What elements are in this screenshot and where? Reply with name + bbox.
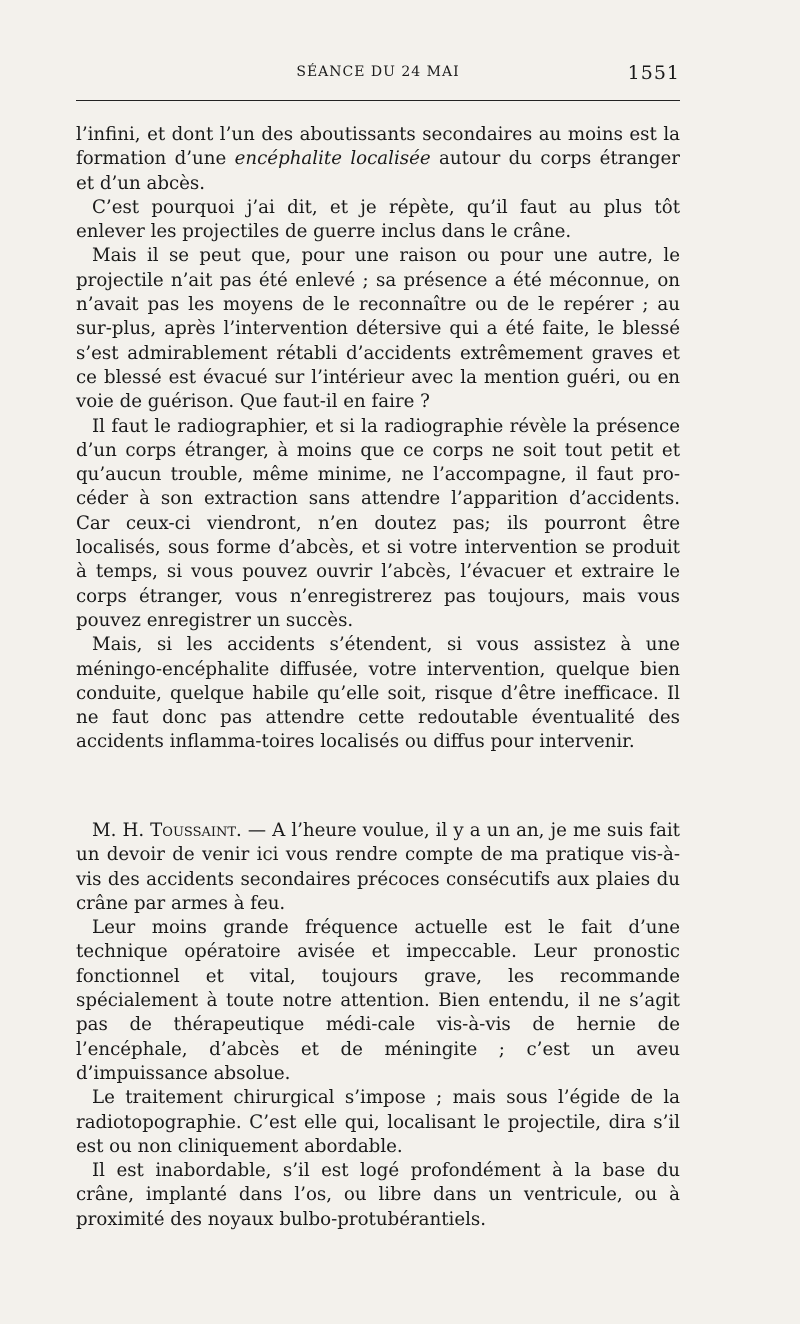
paragraph: Leur moins grande fréquence actuelle est le fait d’une technique opératoire avisée et impeccable. Leur pronostic fonctionnel et vital, toujours grave, les recommande spécialement à toute notre attention. Bien entendu, il ne s’agit pas de thérapeutique médi-cale vis-à-vis de hernie de l’encéphale, d’abcès et de méningite ; c’est un aveu d’impuissance absolue.	[76, 917, 680, 1084]
paragraph: Mais il se peut que, pour une raison ou pour une autre, le projectile n’ait pas été enlevé ; sa présence a été méconnue, on n’avait pas les moyens de le reconnaître ou de le repérer ; au sur-plus, après l’intervention détersive qui a été faite, le blessé s’est admirablement rétabli d’accidents extrêmement graves et ce blessé est évacué sur l’intérieur avec la mention guéri, ou en voie de guérison. Que faut-il en faire ?	[76, 245, 680, 413]
emphasis-text: encéphalite localisée	[234, 148, 431, 170]
paragraph: Le traitement chirurgical s’impose ; mais sous l’égide de la radiotopographie. C’est elle qui, localisant le projectile, dira s’il est ou non cliniquement abordable.	[76, 1087, 680, 1157]
paragraph: Mais, si les accidents s’étendent, si vous assistez à une méningo-encéphalite diffusée, votre intervention, quelque bien conduite, quelque habile qu’elle soit, risque d’être inefficace. Il ne faut donc pas attendre cette redoutable éventualité des accidents inflamma-toires localisés ou diffus pour intervenir.	[76, 634, 680, 753]
speaker-name: M. H. Toussaint.	[92, 820, 242, 841]
text-block-toussaint	[76, 819, 680, 1232]
paragraph	[76, 123, 680, 196]
header-rule	[76, 100, 680, 101]
paragraph: Il faut le radiographier, et si la radiographie révèle la présence d’un corps étranger, à moins que ce corps ne soit tout petit et qu’aucun trouble, même minime, ne l’accompagne, il faut pro-céder à son extraction sans attendre l’apparition d’accidents. Car ceux-ci viendront, n’en doutez pas; ils pourront être localisés, sous forme d’abcès, et si votre intervention se produit à temps, si vous pouvez ouvrir l’abcès, l’évacuer et extraire le corps étranger, vous n’enregistrerez pas toujours, mais vous pouvez enregistrer un succès.	[76, 415, 680, 631]
paragraph-text: autour du corps étranger et d’un abcès.	[76, 148, 680, 194]
text-block-continuation	[76, 123, 680, 755]
running-header	[76, 62, 680, 86]
paragraph: Il est inabordable, s’il est logé profondément à la base du crâne, implanté dans l’os, ou libre dans un ventricule, ou à proximité des noyaux bulbo-protubérantiels.	[76, 1160, 680, 1230]
paragraph	[76, 819, 680, 916]
page-number: 1551	[627, 62, 680, 84]
running-header-title: SÉANCE DU 24 MAI	[296, 64, 460, 80]
paragraph-text: l’infini, et dont l’un des aboutissants secondaires au moins est la formation d’une	[76, 124, 680, 170]
paragraph: C’est pourquoi j’ai dit, et je répète, qu’il faut au plus tôt enlever les projectiles de guerre inclus dans le crâne.	[76, 196, 680, 243]
paragraph-text: — A l’heure voulue, il y a un an, je me suis fait un devoir de venir ici vous rendre compte de ma pratique vis-à-vis des accidents secondaires précoces consécutifs aux plaies du crâne par armes à feu.	[76, 820, 680, 914]
